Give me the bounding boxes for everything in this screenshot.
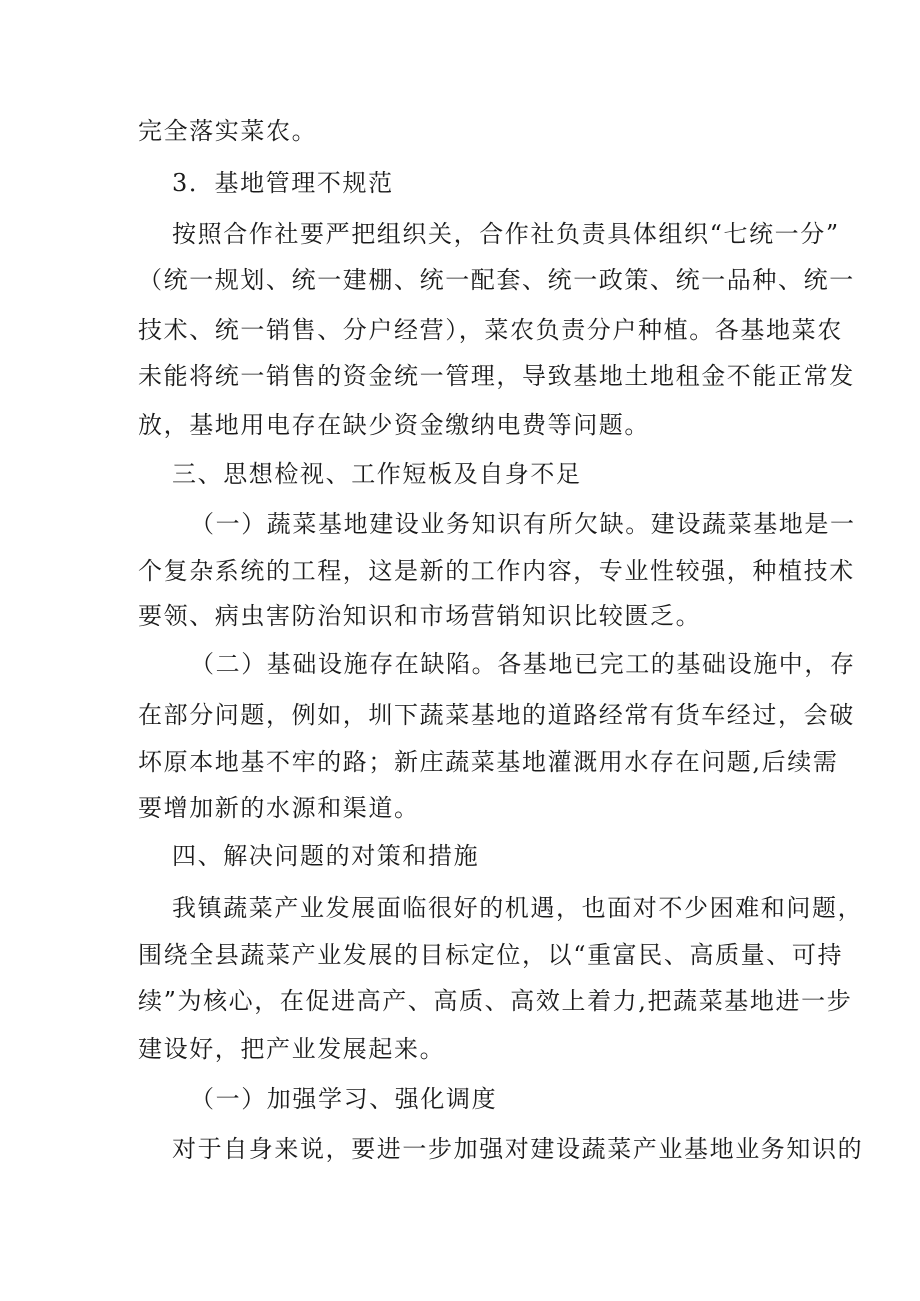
section-heading-3: 三、思想检视、工作短板及自身不足 xyxy=(172,460,582,488)
body-text-line: （统一规划、统一建棚、统一配套、统一政策、统一品种、统一 xyxy=(138,266,855,294)
body-text-line: 未能将统一销售的资金统一管理，导致基地土地租金不能正常发 xyxy=(138,362,855,390)
body-text-line: 完全落实菜农。 xyxy=(138,117,318,145)
body-text-line: 我镇蔬菜产业发展面临很好的机遇，也面对不少困难和问题， xyxy=(172,894,864,922)
body-text-line: 围绕全县蔬菜产业发展的目标定位，以“重富民、高质量、可持 xyxy=(138,941,844,969)
body-text-line: 对于自身来说，要进一步加强对建设蔬菜产业基地业务知识的 xyxy=(172,1135,864,1163)
body-text-line: 在部分问题，例如，圳下蔬菜基地的道路经常有货车经过，会破 xyxy=(138,701,855,729)
body-text-line: 放，基地用电存在缺少资金缴纳电费等问题。 xyxy=(138,411,650,439)
body-text-line: （二）基础设施存在缺陷。各基地已完工的基础设施中，存 xyxy=(190,650,856,678)
subheading-3: 3．基地管理不规范 xyxy=(172,169,394,197)
body-text-line: 按照合作社要严把组织关，合作社负责具体组织“七统一分” xyxy=(172,220,840,248)
body-text-line: 建设好，把产业发展起来。 xyxy=(138,1035,446,1063)
subheading-1: （一）加强学习、强化调度 xyxy=(190,1085,498,1113)
body-text-line: 要增加新的水源和渠道。 xyxy=(138,794,420,822)
body-text-line: 技术、统一销售、分户经营），菜农负责分户种植。各基地菜农 xyxy=(138,316,843,344)
body-text-line: （一）蔬菜基地建设业务知识有所欠缺。建设蔬菜基地是一 xyxy=(190,510,856,538)
body-text-line: 续”为核心，在促进高产、高质、高效上着力,把蔬菜基地进一步 xyxy=(138,987,853,1015)
body-text-line: 个复杂系统的工程，这是新的工作内容，专业性较强，种植技术 xyxy=(138,557,855,585)
body-text-line: 坏原本地基不牢的路；新庄蔬菜基地灌溉用水存在问题,后续需 xyxy=(138,748,839,776)
body-text-line: 要领、病虫害防治知识和市场营销知识比较匮乏。 xyxy=(138,602,702,630)
section-heading-4: 四、解决问题的对策和措施 xyxy=(172,842,480,870)
